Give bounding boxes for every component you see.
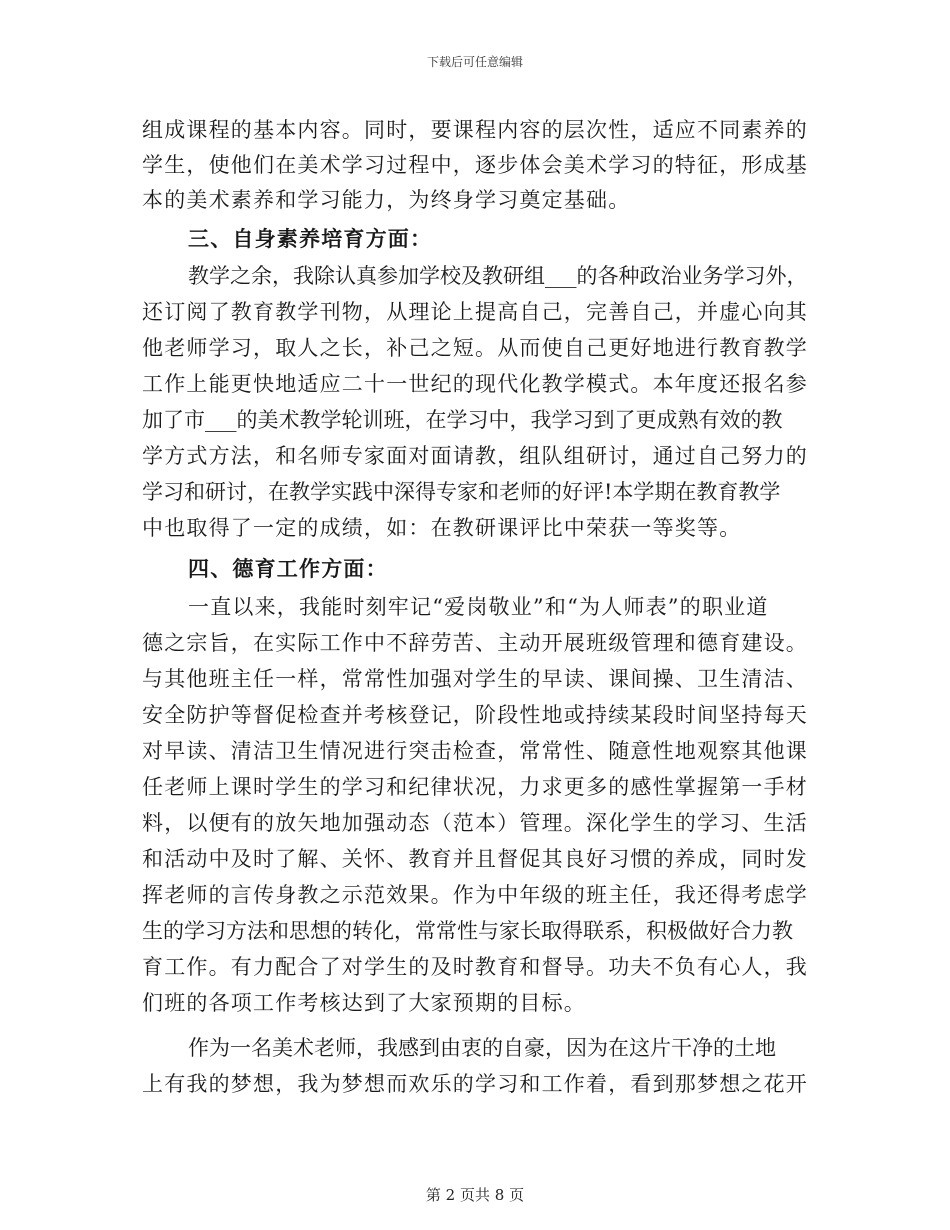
paragraph-line: 安全防护等督促检查并考核登记，阶段性地或持续某段时间坚持每天 [142,703,808,727]
paragraph-line: 学生，使他们在美术学习过程中，逐步体会美术学习的特征，形成基 [142,153,808,177]
paragraph-line: 与其他班主任一样，常常性加强对学生的早读、课间操、卫生清洁、 [142,667,808,691]
paragraph-line: 教学之余，我除认真参加学校及教研组___的各种政治业务学习外， [188,264,808,288]
paragraph-line: 料，以便有的放矢地加强动态（范本）管理。深化学生的学习、生活 [142,811,808,835]
paragraph-line: 学习和研讨，在教学实践中深得专家和老师的好评!本学期在教育教学 [142,480,781,504]
paragraph-line: 他老师学习，取人之长，补己之短。从而使自己更好地进行教育教学 [142,336,808,360]
paragraph-line: 生的学习方法和思想的转化，常常性与家长取得联系，积极做好合力教 [142,919,793,943]
page-number: 第 2 页共 8 页 [425,1186,525,1204]
paragraph-line: 作为一名美术老师，我感到由衷的自豪，因为在这片干净的土地 [188,1036,776,1060]
paragraph-line: 和活动中及时了解、关怀、教育并且督促其良好习惯的养成，同时发 [142,847,808,871]
page-header-note: 下载后可任意编辑 [426,55,523,69]
paragraph-line: 对早读、清洁卫生情况进行突击检查，常常性、随意性地观察其他课 [142,739,808,763]
paragraph-line: 中也取得了一定的成绩，如：在教研课评比中荣获一等奖等。 [142,516,742,540]
paragraph-line: 组成课程的基本内容。同时，要课程内容的层次性，适应不同素养的 [142,118,808,142]
paragraph-line: 工作上能更快地适应二十一世纪的现代化教学模式。本年度还报名参 [142,372,808,396]
paragraph-line: 们班的各项工作考核达到了大家预期的目标。 [142,991,586,1015]
paragraph-line: 一直以来，我能时刻牢记“爱岗敬业”和“为人师表”的职业道 [188,595,769,619]
paragraph-line: 育工作。有力配合了对学生的及时教育和督导。功夫不负有心人，我 [142,955,808,979]
paragraph-line: 还订阅了教育教学刊物，从理论上提高自己，完善自己，并虚心向其 [142,300,808,324]
section-heading: 四、德育工作方面： [188,556,388,581]
paragraph-line: 加了市___的美术教学轮训班，在学习中，我学习到了更成熟有效的教 [142,408,783,432]
paragraph-line: 学方式方法，和名师专家面对面请教，组队组研讨，通过自己努力的 [142,444,808,468]
paragraph-line: 德之宗旨，在实际工作中不辞劳苦、主动开展班级管理和德育建设。 [142,631,808,655]
paragraph-line: 任老师上课时学生的学习和纪律状况，力求更多的感性掌握第一手材 [142,775,808,799]
paragraph-line: 挥老师的言传身教之示范效果。作为中年级的班主任，我还得考虑学 [142,883,808,907]
paragraph-line: 本的美术素养和学习能力，为终身学习奠定基础。 [142,188,631,212]
section-heading: 三、自身素养培育方面： [188,226,433,251]
paragraph-line: 上有我的梦想，我为梦想而欢乐的学习和工作着，看到那梦想之花开 [142,1072,808,1096]
